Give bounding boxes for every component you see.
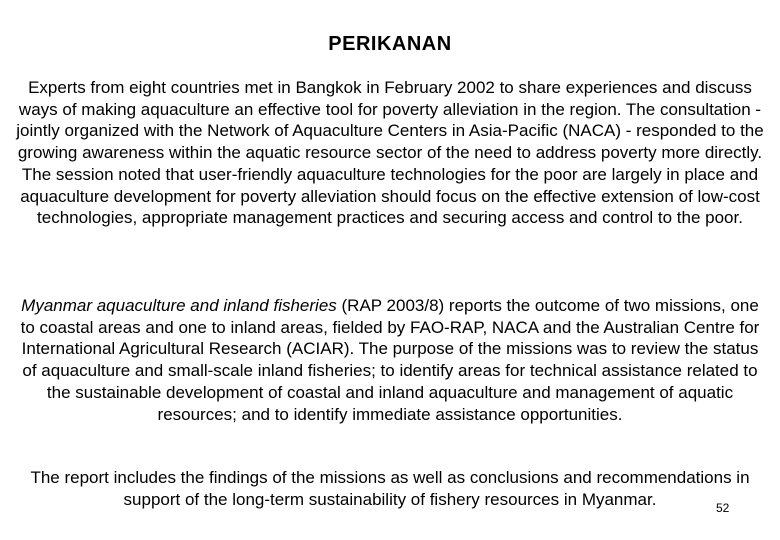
page-number: 52 bbox=[716, 501, 730, 515]
paragraph-consultation: Experts from eight countries met in Bangkok in February 2002 to share experiences and discuss ways of making aquaculture an effective tool for poverty alleviation in the region. The consultation - jointly organized with the Network of Aquaculture Centers in Asia-Pacific (NACA) - responded to the growing awareness within the aquatic resource sector of the need to address poverty more directly. The session noted that user-friendly aquaculture technologies for the poor are largely in place and aquaculture development for poverty alleviation should focus on the effective extension of low-cost technologies, appropriate management practices and securing access and control to the poor. bbox=[16, 78, 764, 228]
paragraph-myanmar-report-body: (RAP 2003/8) reports the outcome of two missions, one to coastal areas and one to inland areas, fielded by FAO-RAP, NACA and the Australian Centre for International Agricultural Research (ACIAR). The purpose of the missions was to review the status of aquaculture and small-scale inland fisheries; to identify areas for technical assistance related to the sustainable development of coastal and inland aquaculture and management of aquatic resources; and to identify immediate assistance opportunities. bbox=[20, 296, 760, 424]
paragraph-myanmar-report bbox=[14, 295, 766, 425]
report-title: Myanmar aquaculture and inland fisheries bbox=[21, 296, 337, 315]
paragraph-findings: The report includes the findings of the missions as well as conclusions and recommendations in support of the long-term sustainability of fishery resources in Myanmar. bbox=[30, 468, 750, 509]
slide-title: PERIKANAN bbox=[328, 33, 452, 55]
